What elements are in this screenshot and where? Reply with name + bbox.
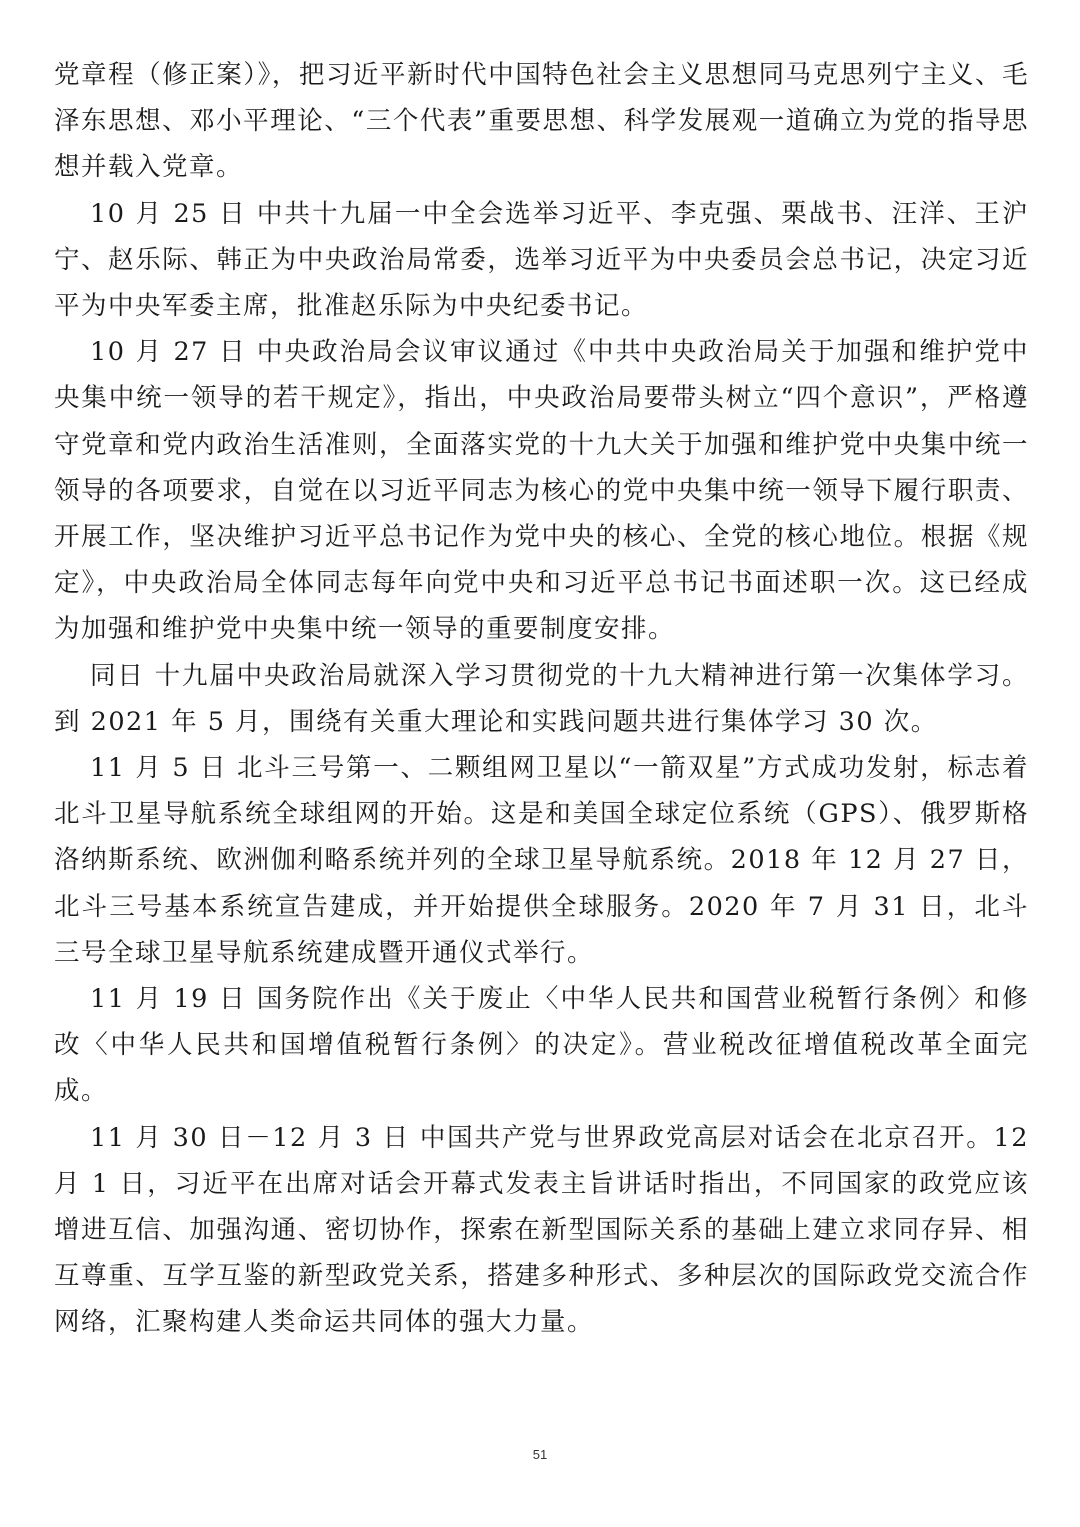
paragraph-nov-30: 11 月 30 日－12 月 3 日 中国共产党与世界政党高层对话会在北京召开。12 月 1 日，习近平在出席对话会开幕式发表主旨讲话时指出，不同国家的政党应该增进互信、加强沟通、密切协作，探索在新型国际关系的基础上建立求同存异、相互尊重、互学互鉴的新型政党关系，搭建多种形式、多种层次的国际政党交流合作网络，汇聚构建人类命运共同体的强大力量。 bbox=[54, 1122, 1029, 1338]
paragraph-same-day: 同日 十九届中央政治局就深入学习贯彻党的十九大精神进行第一次集体学习。到 2021 年 5 月，围绕有关重大理论和实践问题共进行集体学习 30 次。 bbox=[54, 660, 1029, 737]
page-number: 51 bbox=[532, 1447, 548, 1462]
paragraph-nov-19: 11 月 19 日 国务院作出《关于废止〈中华人民共和国营业税暂行条例〉和修改〈中华人民共和国增值税暂行条例〉的决定》。营业税改征增值税改革全面完成。 bbox=[54, 984, 1029, 1107]
paragraph-continued-text: 党章程（修正案）》，把习近平新时代中国特色社会主义思想同马克思列宁主义、毛泽东思想、邓小平理论、“三个代表”重要思想、科学发展观一道确立为党的指导思想并载入党章。 bbox=[54, 60, 1029, 183]
paragraph-oct-25: 10 月 25 日 中共十九届一中全会选举习近平、李克强、栗战书、汪洋、王沪宁、赵乐际、韩正为中央政治局常委，选举习近平为中央委员会总书记，决定习近平为中央军委主席，批准赵乐际为中央纪委书记。 bbox=[54, 198, 1029, 322]
paragraph-nov-5: 11 月 5 日 北斗三号第一、二颗组网卫星以“一箭双星”方式成功发射，标志着北斗卫星导航系统全球组网的开始。这是和美国全球定位系统（GPS）、俄罗斯格洛纳斯系统、欧洲伽利略系统并列的全球卫星导航系统。2018 年 12 月 27 日，北斗三号基本系统宣告建成，并开始提供全球服务。2020 年 7 月 31 日，北斗三号全球卫星导航系统建成暨开通仪式举行。 bbox=[54, 753, 1029, 968]
paragraph-oct-27: 10 月 27 日 中央政治局会议审议通过《中共中央政治局关于加强和维护党中央集中统一领导的若干规定》，指出，中央政治局要带头树立“四个意识”，严格遵守党章和党内政治生活准则，全面落实党的十九大关于加强和维护党中央集中统一领导的各项要求，自觉在以习近平同志为核心的党中央集中统一领导下履行职责、开展工作，坚决维护习近平总书记作为党中央的核心、全党的核心地位。根据《规定》，中央政治局全体同志每年向党中央和习近平总书记书面述职一次。这已经成为加强和维护党中央集中统一领导的重要制度安排。 bbox=[54, 337, 1029, 645]
document-body bbox=[54, 52, 1029, 1346]
